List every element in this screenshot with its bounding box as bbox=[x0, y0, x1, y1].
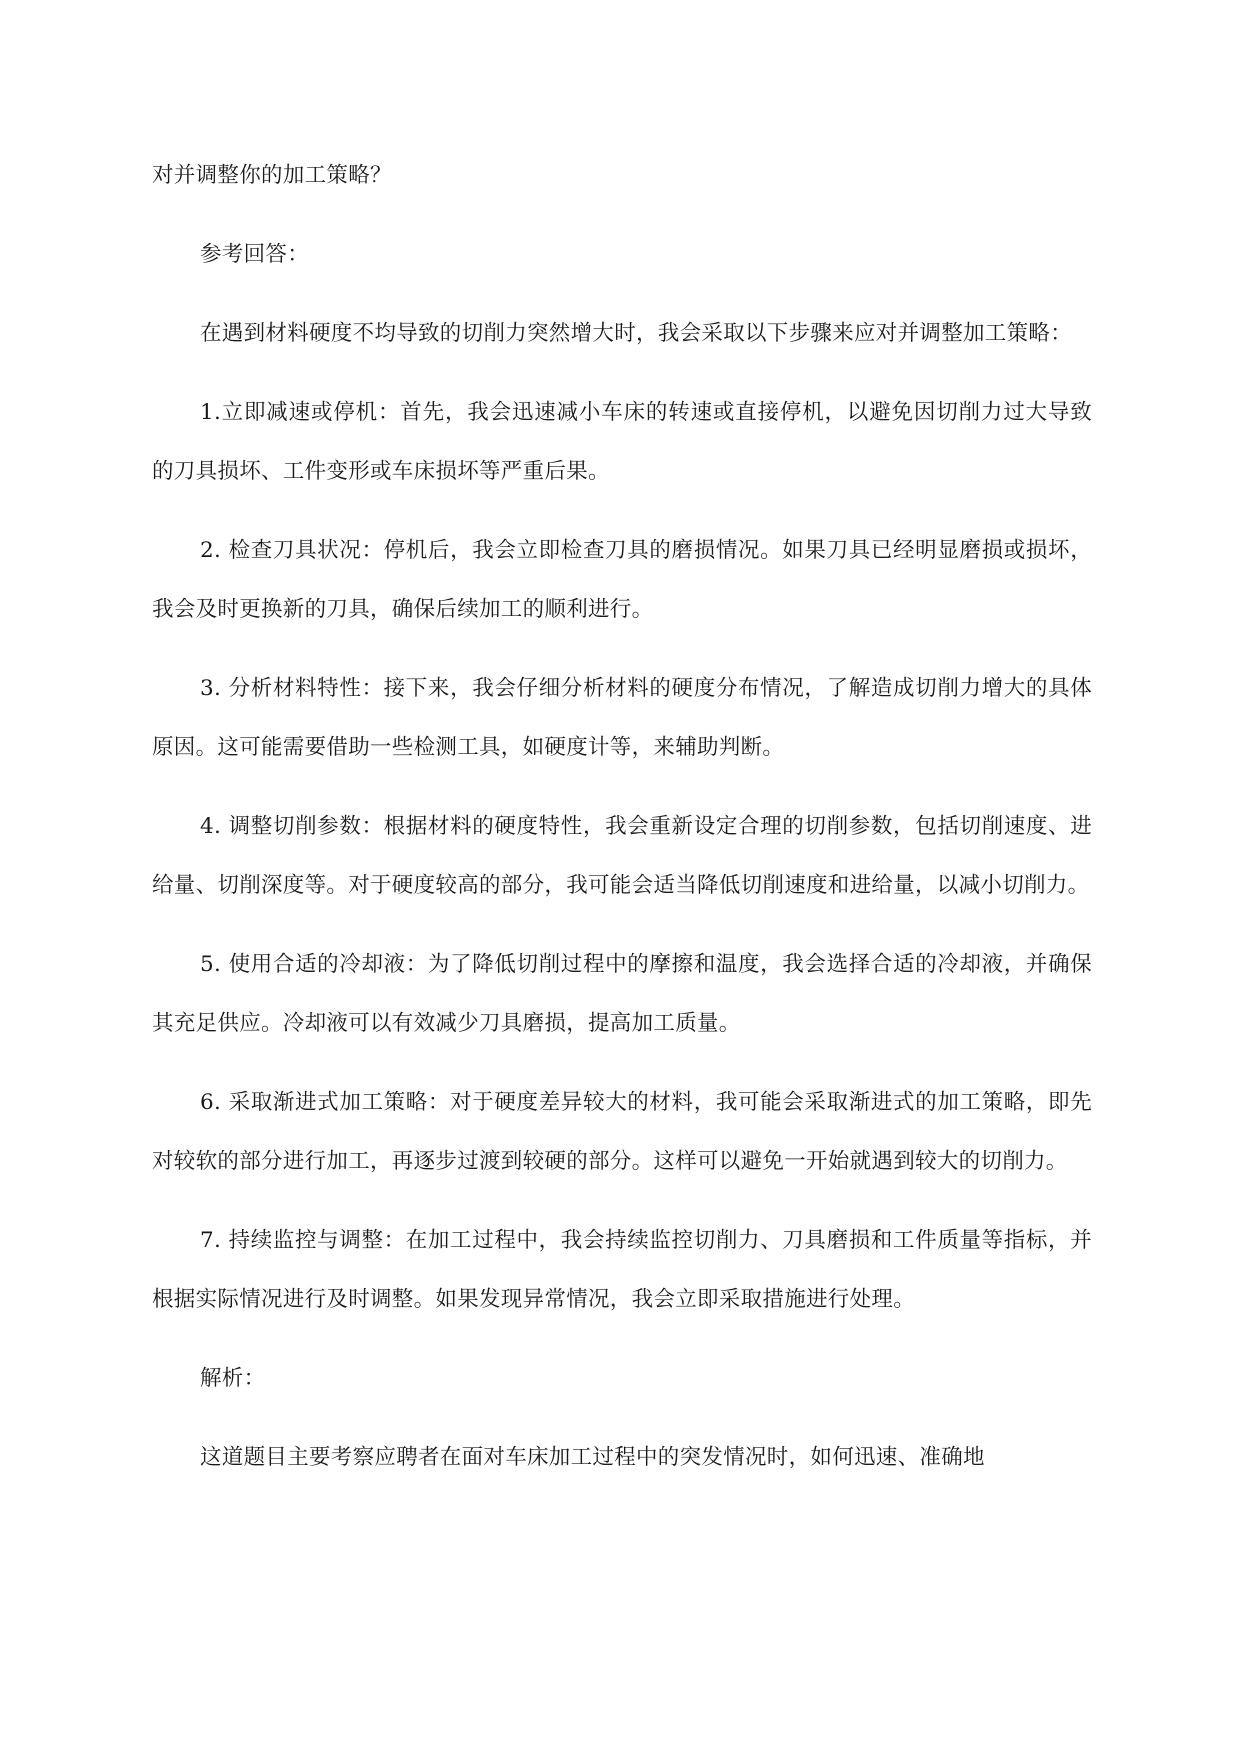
paragraph-step-5: 5. 使用合适的冷却液：为了降低切削过程中的摩擦和温度，我会选择合适的冷却液，并确保其充足供应。冷却液可以有效减少刀具磨损，提高加工质量。 bbox=[152, 952, 1092, 1036]
paragraph-step-6: 6. 采取渐进式加工策略：对于硬度差异较大的材料，我可能会采取渐进式的加工策略，即先对较软的部分进行加工，再逐步过渡到较硬的部分。这样可以避免一开始就遇到较大的切削力。 bbox=[152, 1090, 1092, 1174]
paragraph-continuation: 对并调整你的加工策略？ bbox=[152, 163, 392, 188]
paragraph-step-1: 1.立即减速或停机：首先，我会迅速减小车床的转速或直接停机，以避免因切削力过大导致的刀具损坏、工件变形或车床损坏等严重后果。 bbox=[152, 400, 1092, 484]
paragraph-analysis: 这道题目主要考察应聘者在面对车床加工过程中的突发情况时，如何迅速、准确地 bbox=[200, 1445, 985, 1470]
paragraph-step-4: 4. 调整切削参数：根据材料的硬度特性，我会重新设定合理的切削参数，包括切削速度、进给量、切削深度等。对于硬度较高的部分，我可能会适当降低切削速度和进给量，以减小切削力。 bbox=[152, 814, 1092, 898]
document-body bbox=[152, 146, 1092, 1507]
paragraph-intro: 在遇到材料硬度不均导致的切削力突然增大时，我会采取以下步骤来应对并调整加工策略： bbox=[200, 321, 1073, 346]
paragraph-answer-heading: 参考回答： bbox=[200, 242, 310, 267]
paragraph-step-3: 3. 分析材料特性：接下来，我会仔细分析材料的硬度分布情况，了解造成切削力增大的具体原因。这可能需要借助一些检测工具，如硬度计等，来辅助判断。 bbox=[152, 676, 1092, 760]
paragraph-step-2: 2. 检查刀具状况：停机后，我会立即检查刀具的磨损情况。如果刀具已经明显磨损或损坏，我会及时更换新的刀具，确保后续加工的顺利进行。 bbox=[152, 538, 1092, 622]
paragraph-step-7: 7. 持续监控与调整：在加工过程中，我会持续监控切削力、刀具磨损和工件质量等指标，并根据实际情况进行及时调整。如果发现异常情况，我会立即采取措施进行处理。 bbox=[152, 1228, 1092, 1312]
paragraph-analysis-heading: 解析： bbox=[200, 1366, 266, 1391]
